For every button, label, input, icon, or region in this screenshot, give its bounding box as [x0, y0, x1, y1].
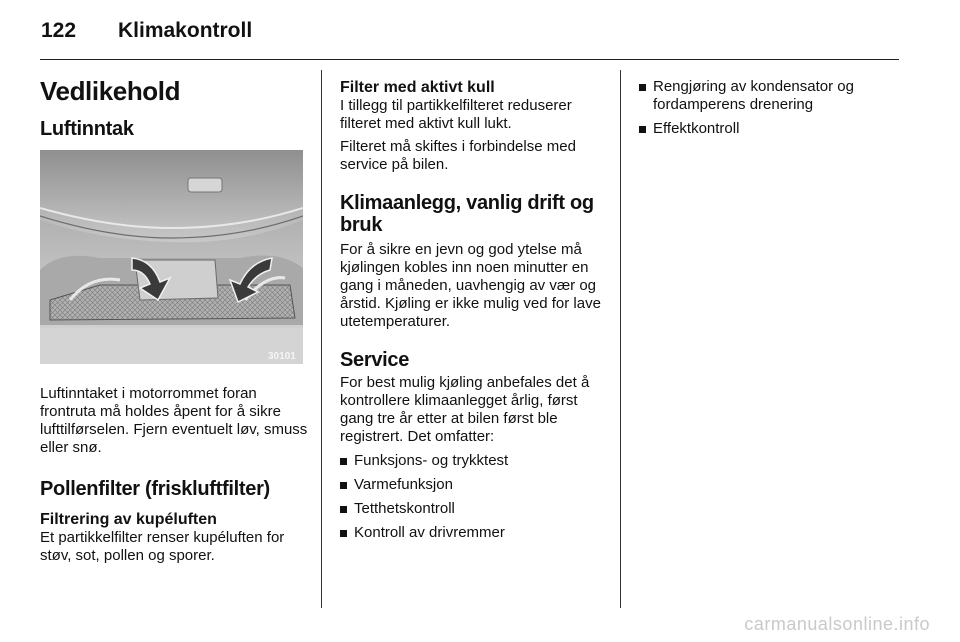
paragraph-luftinntak: Luftinntaket i motorrommet foran frontruta må holdes åpent for å sikre lufttilførselen. Fjern eventuelt løv, smuss eller snø.	[40, 385, 308, 456]
section-heading-vedlikehold: Vedlikehold	[40, 76, 181, 106]
paragraph-partikkelfilter: Et partikkelfilter renser kupéluften for støv, sot, pollen og sporer.	[40, 529, 285, 564]
column-divider-1	[321, 70, 322, 608]
header-divider	[40, 59, 899, 60]
air-intake-illustration	[40, 150, 303, 364]
figure-code: 30101	[268, 351, 296, 362]
subheading-luftinntak: Luftinntak	[40, 118, 134, 140]
paragraph-klimaanlegg: For å sikre en jevn og god ytelse må kjølingen kobles inn noen minutter en gang i måneden, uavhengig av vær og årstid. Kjøling er ikke mulig ved for lave utetemperaturer.	[340, 241, 601, 330]
paragraph-service: For best mulig kjøling anbefales det å kontrollere klimaanlegget årlig, først gang tre år etter at bilen først ble registrert. Det omfatter:	[340, 374, 590, 445]
list-item: Tetthetskontroll	[340, 500, 608, 518]
column-2	[340, 70, 608, 548]
watermark: carmanualsonline.info	[744, 614, 930, 634]
paragraph-filter-skiftes: Filteret må skiftes i forbindelse med service på bilen.	[340, 138, 576, 173]
heading-pollenfilter: Pollenfilter (friskluftfilter)	[40, 478, 270, 500]
page-number: 122	[41, 19, 77, 42]
service-list	[340, 452, 608, 542]
heading-service: Service	[340, 349, 410, 371]
list-item: Varmefunksjon	[340, 476, 608, 494]
heading-aktivt-kull: Filter med aktivt kull	[340, 79, 495, 96]
list-item: Kontroll av drivremmer	[340, 524, 608, 542]
paragraph-aktivt-kull: I tillegg til partikkelfilteret reduserer filteret med aktivt kull lukt.	[340, 97, 572, 132]
list-item: Rengjøring av kondensator og fordamperens drenering	[639, 78, 907, 114]
column-1	[40, 70, 308, 565]
list-item: Funksjons- og trykktest	[340, 452, 608, 470]
list-item: Effektkontroll	[639, 120, 907, 138]
column-divider-2	[620, 70, 621, 608]
column-3	[639, 70, 907, 144]
service-list-continued	[639, 78, 907, 138]
air-intake-figure	[40, 150, 303, 364]
heading-filtrering: Filtrering av kupéluften	[40, 511, 217, 528]
heading-klimaanlegg: Klimaanlegg, vanlig drift og bruk	[340, 192, 594, 236]
page-title: Klimakontroll	[118, 19, 253, 42]
